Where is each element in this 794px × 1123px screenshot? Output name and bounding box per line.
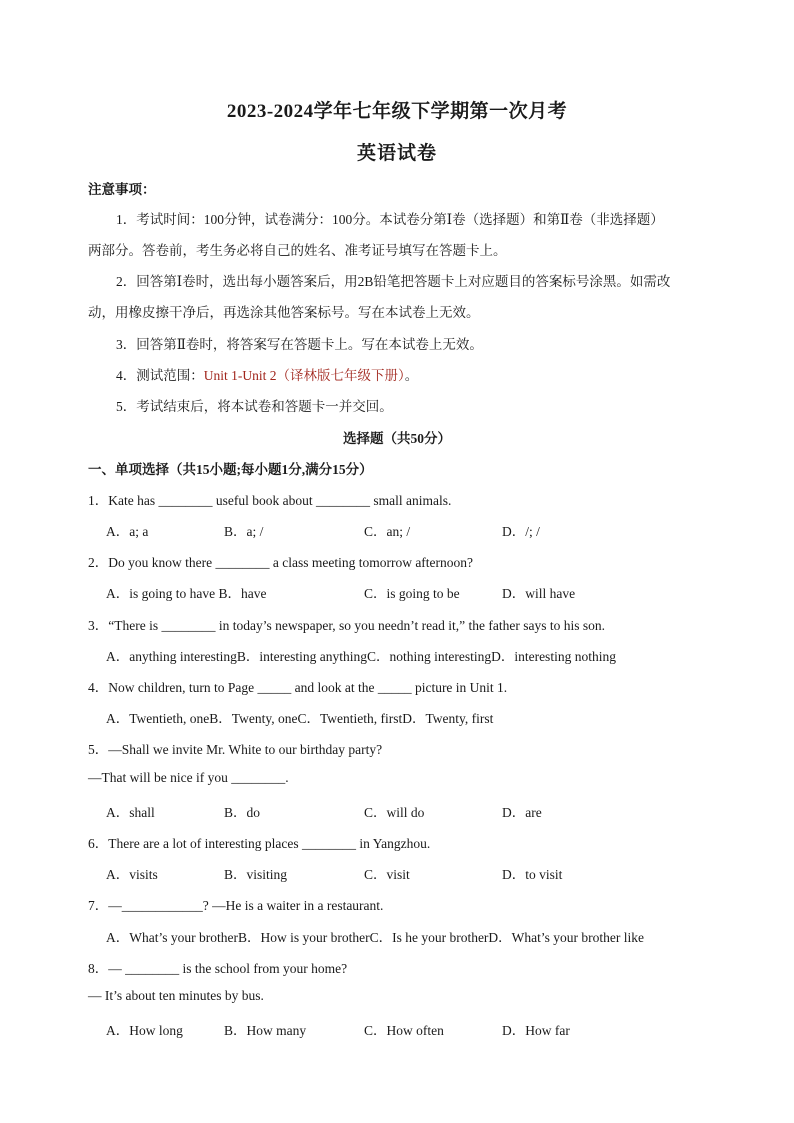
note-4-prefix: 4．测试范围： [116,368,204,383]
question-1-option-b[interactable]: B．a; / [224,524,264,539]
note-4-suffix: 。 [404,368,419,383]
question-7-options[interactable]: A．What’s your brotherB．How is your brotherC．Is he your brotherD．What’s your brother like [106,930,645,945]
question-5-option-c[interactable]: C．will do [364,805,425,820]
question-6-option-a[interactable]: A．visits [106,867,158,882]
question-4-stem: 4．Now children, turn to Page _____ and look at the _____ picture in Unit 1. [88,680,508,695]
question-8-option-a[interactable]: A．How long [106,1023,183,1038]
question-7-stem: 7．—____________? —He is a waiter in a restaurant. [88,898,384,913]
question-6-option-c[interactable]: C．visit [364,867,410,882]
question-6-option-b[interactable]: B．visiting [224,867,288,882]
question-2-option-ab[interactable]: A．is going to have B．have [106,586,267,601]
question-5-option-a[interactable]: A．shall [106,805,155,820]
question-3-stem: 3．“There is ________ in today’s newspaper, so you needn’t read it,” the father says to his son. [88,618,605,633]
question-2-option-d[interactable]: D．will have [502,586,576,601]
question-2-option-c[interactable]: C．is going to be [364,586,460,601]
question-8-option-b[interactable]: B．How many [224,1023,307,1038]
question-1-option-d[interactable]: D．/; / [502,524,540,539]
question-8-option-d[interactable]: D．How far [502,1023,570,1038]
test-range: Unit 1-Unit 2（译林版七年级下册） [203,368,405,383]
question-4-options[interactable]: A．Twentieth, oneB．Twenty, oneC．Twentieth, firstD．Twenty, first [106,711,494,726]
question-6-option-d[interactable]: D．to visit [502,867,563,882]
page-subtitle: 英语试卷 [356,143,437,164]
question-8-option-c[interactable]: C．How often [364,1023,444,1038]
question-1-option-a[interactable]: A．a; a [106,524,149,539]
question-6-stem: 6．There are a lot of interesting places ________ in Yangzhou. [88,836,431,851]
note-4 [116,364,418,384]
note-2-line2: 动，用橡皮擦干净后，再选涂其他答案标号。写在本试卷上无效。 [88,305,480,320]
note-2-line1: 2．回答第Ⅰ卷时，选出每小题答案后，用2B铅笔把答题卡上对应题目的答案标号涂黑。如需改 [116,274,671,289]
question-8-stem-2: — It’s about ten minutes by bus. [88,988,264,1003]
page-title: 2023-2024学年七年级下学期第一次月考 [226,101,568,122]
question-5-stem: 5．—Shall we invite Mr. White to our birthday party? [88,742,383,757]
note-1-line1: 1．考试时间：100分钟，试卷满分：100分。本试卷分第Ⅰ卷（选择题）和第Ⅱ卷（非选择题） [116,212,664,227]
note-1-line2: 两部分。答卷前，考生务必将自己的姓名、准考证号填写在答题卡上。 [88,243,507,258]
question-2-stem: 2．Do you know there ________ a class meeting tomorrow afternoon? [88,555,474,570]
question-5-stem-2: —That will be nice if you ________. [88,770,289,785]
section-title: 选择题（共50分） [343,431,451,446]
part-title: 一、单项选择（共15小题;每小题1分,满分15分） [88,462,373,477]
question-3-options[interactable]: A．anything interestingB．interesting anythingC．nothing interestingD．interesting nothing [106,649,616,664]
note-5: 5．考试结束后，将本试卷和答题卡一并交回。 [116,399,393,414]
notes-heading: 注意事项： [88,182,156,197]
question-1-stem: 1．Kate has ________ useful book about ________ small animals. [88,493,452,508]
question-5-option-b[interactable]: B．do [224,805,261,820]
question-1-option-c[interactable]: C．an; / [364,524,411,539]
question-8-stem: 8．— ________ is the school from your home? [88,961,348,976]
note-3: 3．回答第Ⅱ卷时，将答案写在答题卡上。写在本试卷上无效。 [116,337,483,352]
question-5-option-d[interactable]: D．are [502,805,542,820]
